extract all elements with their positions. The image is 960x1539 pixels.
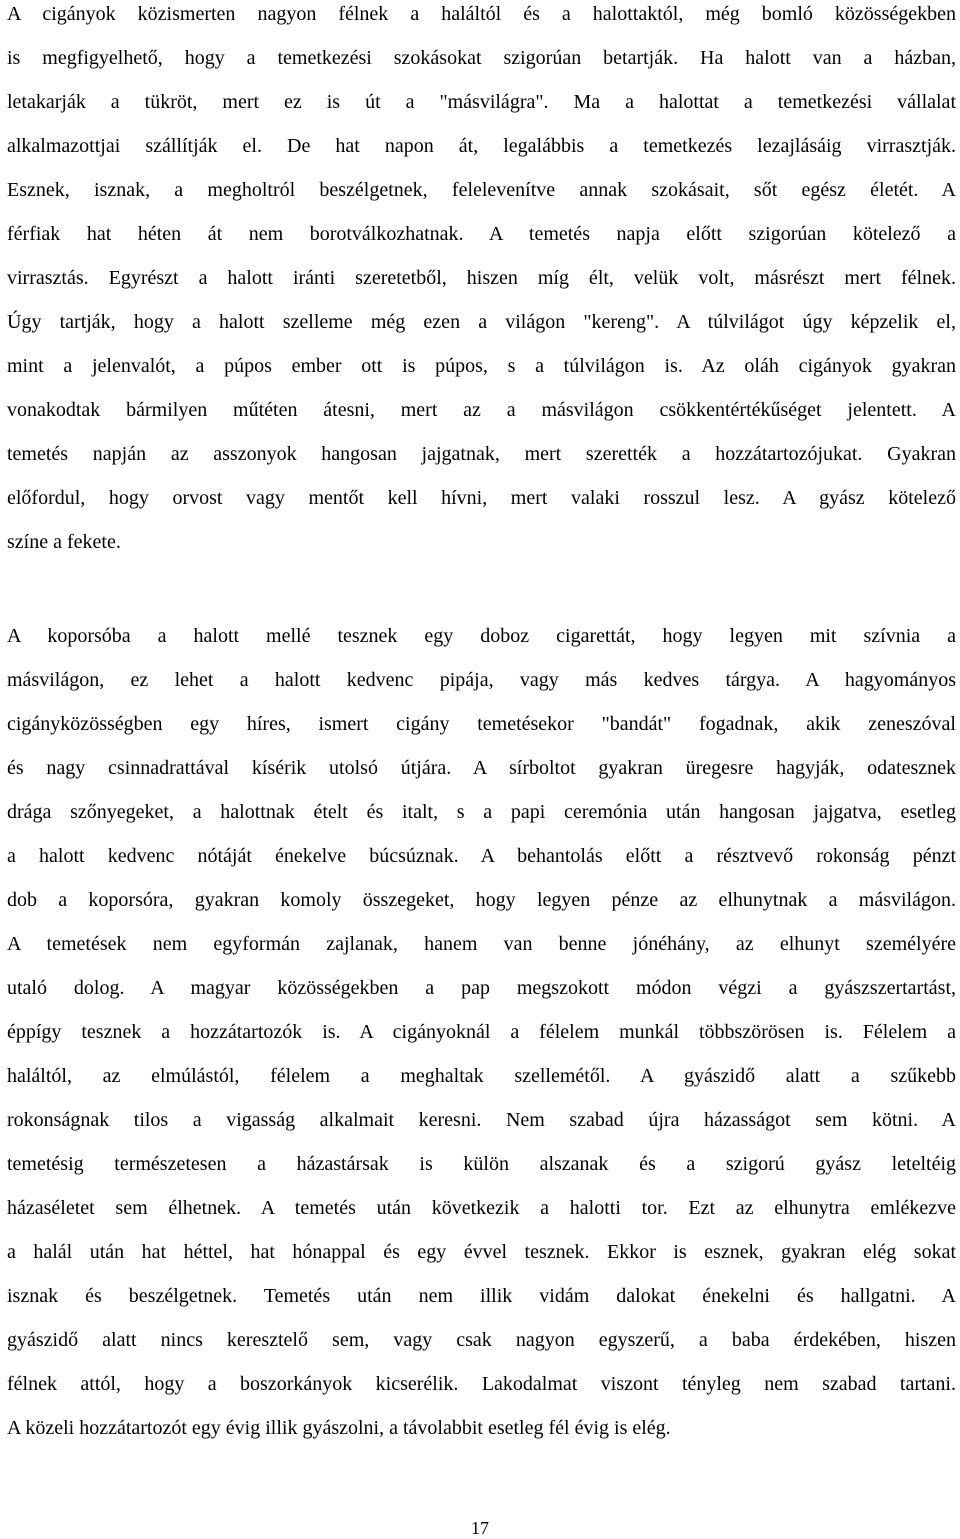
paragraph-1-line: Esznek, isznak, a megholtról beszélgetnek, felelevenítve annak szokásait, sőt egész életét. A — [7, 179, 956, 201]
paragraph-2-line: drága szőnyegeket, a halottnak ételt és italt, s a papi ceremónia után hangosan jajgatva, esetleg — [7, 801, 956, 823]
paragraph-2-line: házaséletet sem élhetnek. A temetés után következik a halotti tor. Ezt az elhunytra emlékezve — [7, 1197, 956, 1219]
paragraph-1-line: vonakodtak bármilyen műtéten átesni, mert az a másvilágon csökkentértékűséget jelentett. A — [7, 399, 956, 421]
paragraph-2-line: másvilágon, ez lehet a halott kedvenc pipája, vagy más kedves tárgya. A hagyományos — [7, 669, 956, 691]
page-number: 17 — [471, 1518, 489, 1538]
paragraph-2-line: temetésig természetesen a házastársak is külön alszanak és a szigorú gyász leteltéig — [7, 1153, 956, 1175]
paragraph-1-line: letakarják a tükröt, mert ez is út a "másvilágra". Ma a halottat a temetkezési vállalat — [7, 91, 956, 113]
paragraph-1-line: férfiak hat héten át nem borotválkozhatnak. A temetés napja előtt szigorúan kötelező a — [7, 223, 956, 245]
paragraph-1-line: előfordul, hogy orvost vagy mentőt kell hívni, mert valaki rosszul lesz. A gyász kötelező — [7, 487, 956, 509]
paragraph-1-line: alkalmazottjai szállítják el. De hat napon át, legalábbis a temetkezés lezajlásáig virrasztják. — [7, 135, 956, 157]
paragraph-2-line: utaló dolog. A magyar közösségekben a pap megszokott módon végzi a gyászszertartást, — [7, 977, 956, 999]
paragraph-1-line: mint a jelenvalót, a púpos ember ott is púpos, s a túlvilágon is. Az oláh cigányok gyakran — [7, 355, 956, 377]
paragraph-2-line: A közeli hozzátartozót egy évig illik gyászolni, a távolabbit esetleg fél évig is elég. — [7, 1417, 671, 1439]
paragraph-2-line: haláltól, az elmúlástól, félelem a meghaltak szellemétől. A gyászidő alatt a szűkebb — [7, 1065, 956, 1087]
paragraph-2-line: a halott kedvenc nótáját énekelve búcsúznak. A behantolás előtt a résztvevő rokonság pénzt — [7, 845, 956, 867]
paragraph-2-line: éppígy tesznek a hozzátartozók is. A cigányoknál a félelem munkál többszörösen is. Félelem a — [7, 1021, 956, 1043]
paragraph-2-line: gyászidő alatt nincs keresztelő sem, vagy csak nagyon egyszerű, a baba érdekében, hiszen — [7, 1329, 956, 1351]
paragraph-2-line: rokonságnak tilos a vigasság alkalmait keresni. Nem szabad újra házasságot sem kötni. A — [7, 1109, 956, 1131]
paragraph-2-line: dob a koporsóra, gyakran komoly összegeket, hogy legyen pénze az elhunytnak a másvilágon. — [7, 889, 956, 911]
paragraph-1-line: A cigányok közismerten nagyon félnek a haláltól és a halottaktól, még bomló közösségekben — [7, 3, 956, 25]
paragraph-2-line: és nagy csinnadrattával kísérik utolsó útjára. A sírboltot gyakran üregesre hagyják, odatesznek — [7, 757, 956, 779]
paragraph-2-line: félnek attól, hogy a boszorkányok kicserélik. Lakodalmat viszont tényleg nem szabad tartani. — [7, 1373, 956, 1395]
paragraph-1-line: Úgy tartják, hogy a halott szelleme még ezen a világon "kereng". A túlvilágot úgy képzelik el, — [7, 311, 956, 333]
paragraph-2-line: cigányközösségben egy híres, ismert cigány temetésekor "bandát" fogadnak, akik zeneszóval — [7, 713, 956, 735]
paragraph-2-line: a halál után hat héttel, hat hónappal és egy évvel tesznek. Ekkor is esznek, gyakran elég sokat — [7, 1241, 956, 1263]
paragraph-1-line: is megfigyelhető, hogy a temetkezési szokásokat szigorúan betartják. Ha halott van a házban, — [7, 47, 956, 69]
paragraph-2-line: isznak és beszélgetnek. Temetés után nem illik vidám dalokat énekelni és hallgatni. A — [7, 1285, 956, 1307]
paragraph-2-line: A temetések nem egyformán zajlanak, hanem van benne jónéhány, az elhunyt személyére — [7, 933, 956, 955]
paragraph-2-line: A koporsóba a halott mellé tesznek egy doboz cigarettát, hogy legyen mit szívnia a — [7, 625, 956, 647]
paragraph-1-line: virrasztás. Egyrészt a halott iránti szeretetből, hiszen míg élt, velük volt, másrészt mert félnek. — [7, 267, 956, 289]
paragraph-1-line: színe a fekete. — [7, 531, 121, 553]
paragraph-1-line: temetés napján az asszonyok hangosan jajgatnak, mert szerették a hozzátartozójukat. Gyakran — [7, 443, 956, 465]
